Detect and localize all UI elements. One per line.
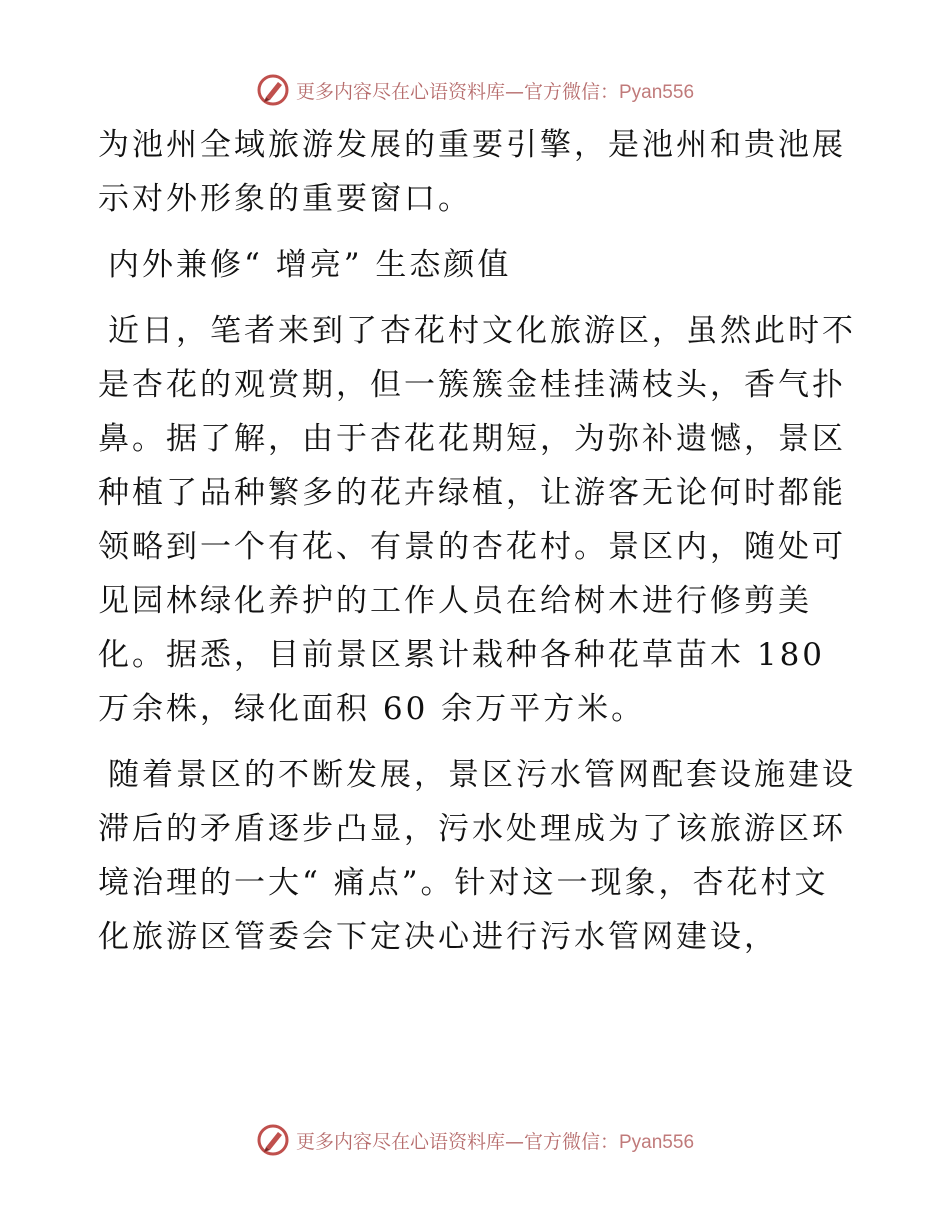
watermark-main: 更多内容尽在心语资料库 [295, 80, 505, 103]
section-heading: 内外兼修“ 增亮” 生态颜值 [108, 247, 512, 283]
paragraph-3: 随着景区的不断发展，景区污水管网配套设施建设滞后的矛盾逐步凸显，污水处理成为了该旅游区环境治理的一大“ 痛点”。针对这一现象，杏花村文化旅游区管委会下定决心进行污水管网建设， [98, 757, 856, 955]
watermark-separator: — [504, 80, 524, 103]
watermark-label: 官方微信： [523, 80, 619, 103]
paragraph-1: 为池州全域旅游发展的重要引擎，是池州和贵池展示对外形象的重要窗口。 [98, 127, 846, 217]
document-body [98, 118, 858, 976]
watermark-text [296, 1127, 694, 1154]
footer-watermark [0, 1120, 950, 1160]
header-watermark [0, 70, 950, 110]
paragraph-2: 近日，笔者来到了杏花村文化旅游区，虽然此时不是杏花的观赏期，但一簇簇金桂挂满枝头，香气扑鼻。据了解，由于杏花花期短，为弥补遗憾，景区种植了品种繁多的花卉绿植，让游客无论何时都能领略到一个有花、有景的杏花村。景区内，随处可见园林绿化养护的工作人员在给树木进行修剪美化。据悉，目前景区累计栽种各种花草苗木 180 万余株，绿化面积 60 余万平方米。 [98, 313, 856, 727]
pen-logo-icon [256, 73, 290, 107]
pen-logo-icon [256, 1123, 290, 1157]
watermark-main: 更多内容尽在心语资料库 [295, 1130, 505, 1153]
watermark-separator: — [504, 1130, 524, 1153]
watermark-text [296, 77, 694, 104]
watermark-label: 官方微信： [523, 1130, 619, 1153]
watermark-id: Pyan556 [619, 1131, 695, 1153]
watermark-id: Pyan556 [619, 81, 695, 103]
